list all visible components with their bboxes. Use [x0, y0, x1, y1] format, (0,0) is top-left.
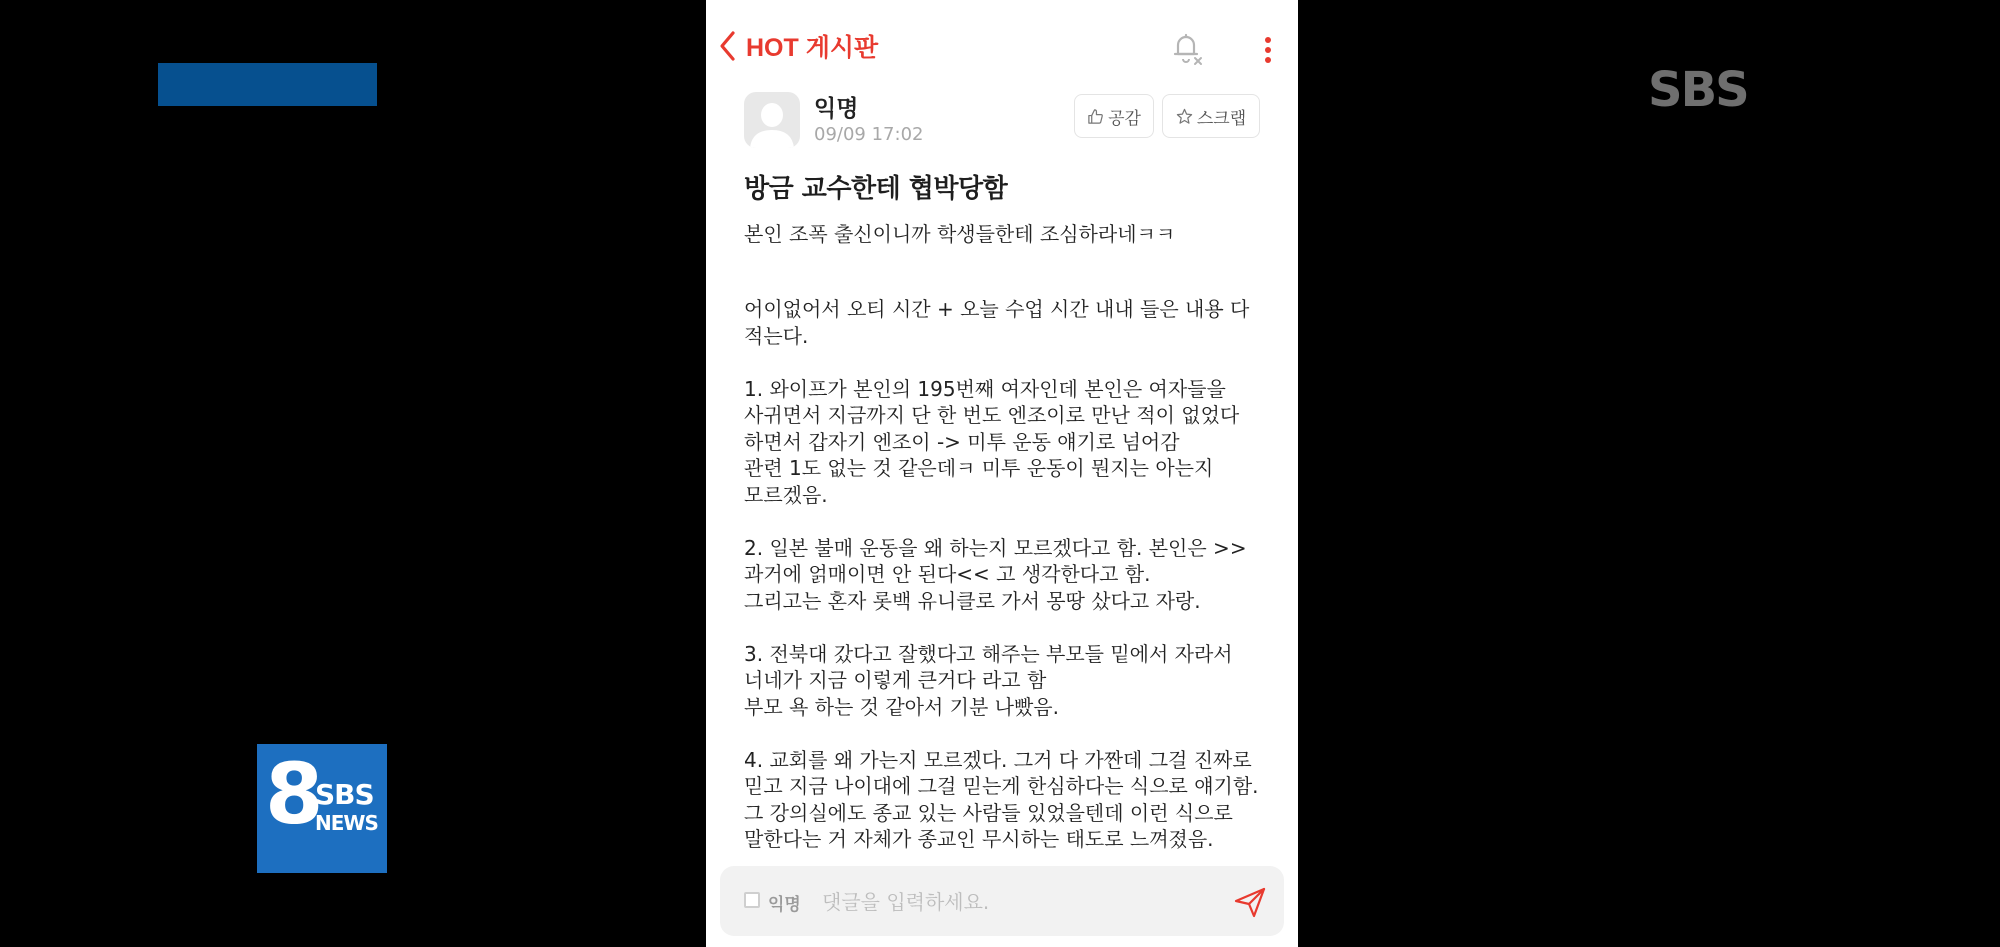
post-line: 말한다는 거 자체가 종교인 무시하는 태도로 느껴졌음.: [744, 827, 1214, 851]
post-line: 믿고 지금 나이대에 그걸 믿는게 한심하다는 식으로 얘기함.: [744, 774, 1259, 798]
anonymous-user-icon: [744, 92, 800, 148]
post-line: 그리고는 혼자 롯백 유니클로 가서 몽땅 샀다고 자랑.: [744, 588, 1201, 613]
post-author-row: [744, 90, 1284, 152]
sbs-news-logo: [257, 744, 387, 873]
post-line: 모르겠음.: [744, 482, 828, 507]
send-icon[interactable]: [1232, 884, 1268, 920]
post-paragraph: [744, 535, 1274, 615]
broadcast-blue-bar: [158, 63, 377, 106]
like-label: 공감: [1108, 108, 1141, 129]
app-header: [706, 18, 1298, 74]
author-name: 익명: [814, 96, 859, 122]
star-icon: [1176, 108, 1193, 125]
post-line: 적는다.: [744, 323, 809, 348]
post-line: 너네가 지금 이렇게 큰거다 라고 함: [744, 668, 1047, 692]
bell-mute-icon[interactable]: [1168, 28, 1204, 68]
post-line: 그 강의실에도 종교 있는 사람들 있었을텐데 이런 식으로: [744, 800, 1233, 825]
post-line: 4. 교회를 왜 가는지 모르겠다. 그거 다 가짠데 그걸 진짜로: [744, 747, 1252, 772]
post-paragraph: [744, 296, 1274, 349]
post-line: 2. 일본 불매 운동을 왜 하는지 모르겠다고 함. 본인은 >>: [744, 535, 1247, 560]
post-body: [744, 296, 1274, 853]
post-line: 어이없어서 오티 시간 + 오늘 수업 시간 내내 들은 내용 다: [744, 297, 1250, 321]
post-line: 1. 와이프가 본인의 195번째 여자인데 본인은 여자들을: [744, 376, 1226, 401]
like-button[interactable]: [1074, 94, 1154, 138]
post-line: 부모 욕 하는 것 같아서 기분 나빴음.: [744, 694, 1059, 719]
post-paragraph: [744, 376, 1274, 509]
anonymous-checkbox[interactable]: [744, 892, 760, 908]
scrap-label: 스크랩: [1196, 108, 1247, 129]
post-paragraph: [744, 747, 1274, 853]
post-subtitle: 본인 조폭 출신이니까 학생들한테 조심하라네ㅋㅋ: [744, 222, 1176, 246]
scrap-button[interactable]: [1162, 94, 1260, 138]
comment-input[interactable]: [820, 882, 1204, 922]
back-button[interactable]: [718, 26, 878, 66]
avatar: [744, 92, 800, 148]
post-line: 사귀면서 지금까지 단 한 번도 엔조이로 만난 적이 없었다: [744, 403, 1240, 427]
news-logo-word: NEWS: [315, 811, 378, 835]
post-line: 하면서 갑자기 엔조이 -> 미투 운동 얘기로 넘어감: [744, 429, 1180, 454]
more-options-icon[interactable]: [1256, 30, 1280, 70]
anonymous-label: 익명: [768, 895, 801, 915]
chevron-left-icon: [718, 30, 738, 62]
post-line: 관련 1도 없는 것 같은데ㅋ 미투 운동이 뭔지는 아는지: [744, 456, 1214, 480]
post-line: 3. 전북대 갔다고 잘했다고 해주는 부모들 밑에서 자라서: [744, 641, 1233, 666]
thumbs-up-icon: [1087, 108, 1104, 125]
status-bar: [706, 0, 1298, 6]
sbs-watermark-logo: SBS: [1648, 62, 1748, 118]
post-line: 과거에 얽매이면 안 된다<< 고 생각한다고 함.: [744, 562, 1151, 586]
post-paragraph: [744, 641, 1274, 721]
news-logo-number: 8: [265, 745, 324, 843]
comment-bar: [720, 866, 1284, 936]
news-logo-brand: SBS: [315, 778, 374, 811]
post-timestamp: 09/09 17:02: [814, 124, 924, 145]
phone-screen: [706, 0, 1298, 947]
post-title: 방금 교수한테 협박당함: [744, 174, 1008, 204]
board-title: HOT 게시판: [746, 34, 879, 62]
